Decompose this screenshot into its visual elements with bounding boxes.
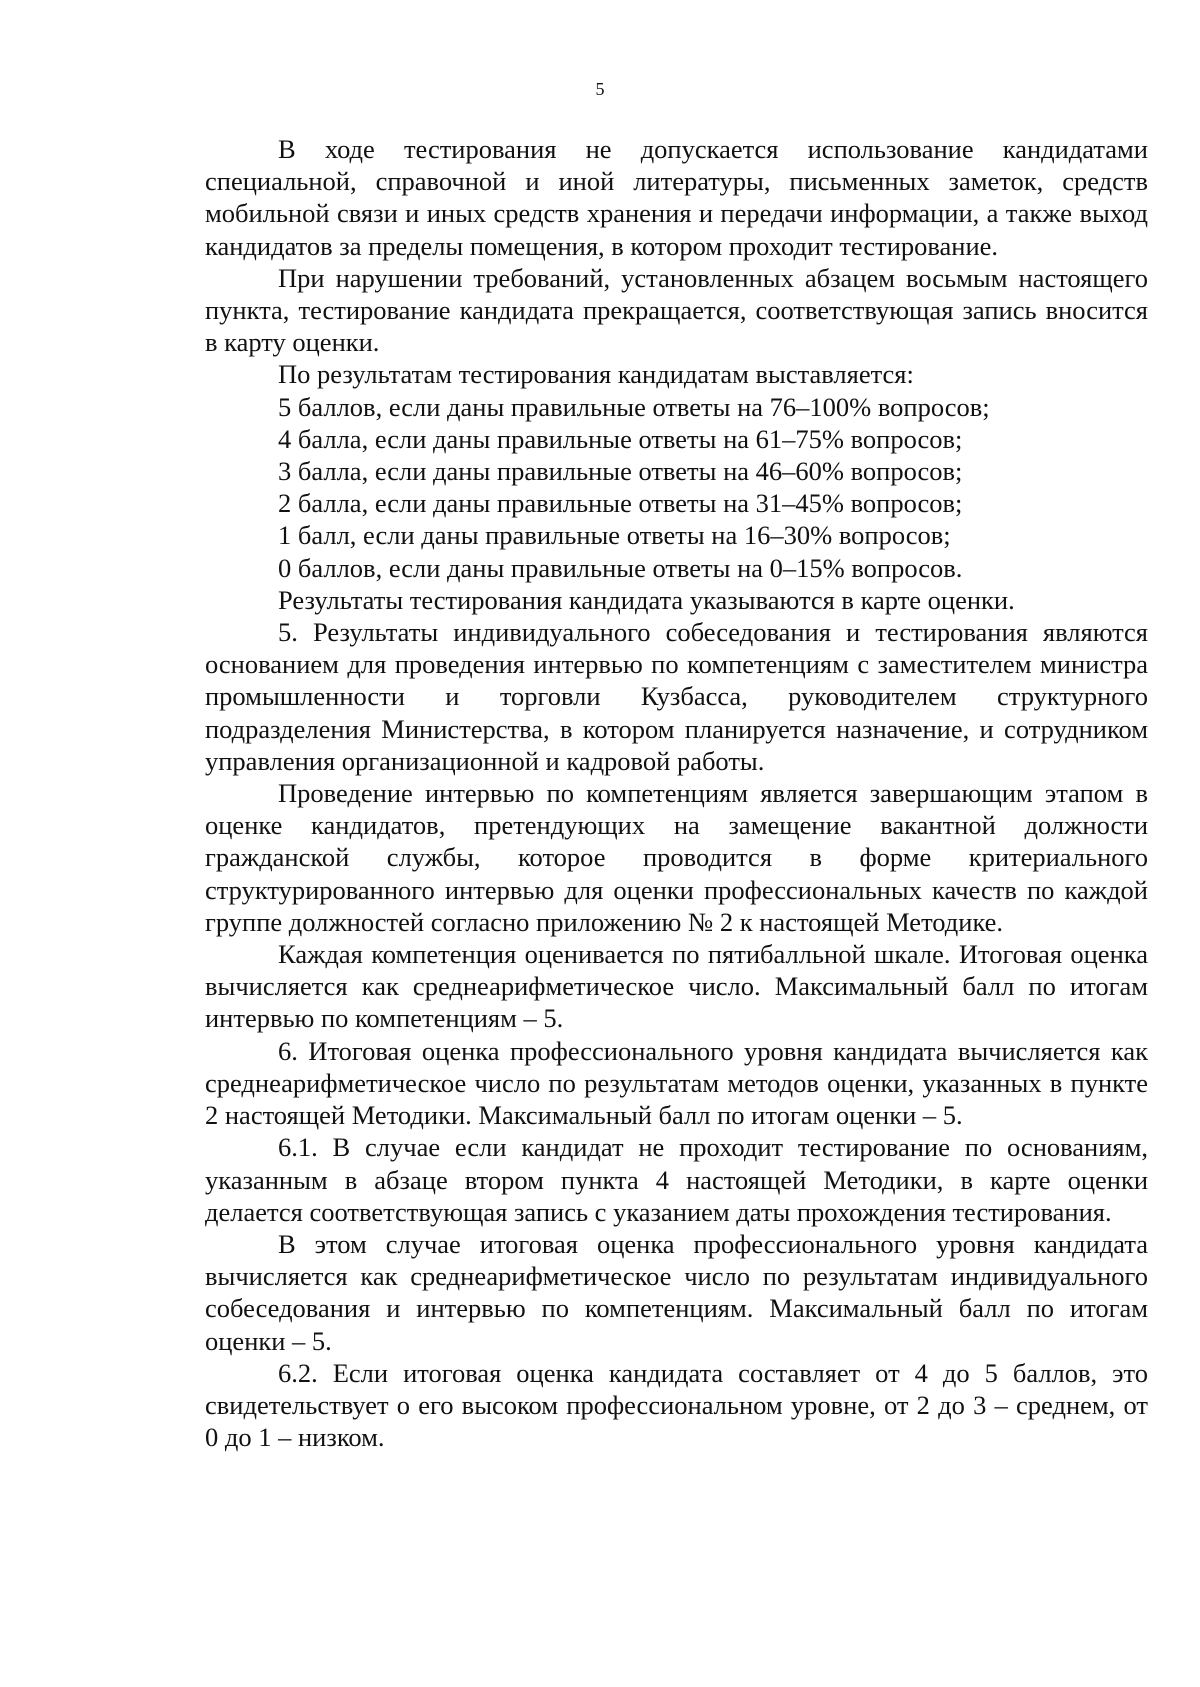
page-number: 5 [595,79,605,99]
score-item-5: 5 баллов, если даны правильные ответы на 76–100% вопросов; [278,391,990,422]
document-body [205,133,1148,1453]
paragraph-section-6-2: 6.2. Если итоговая оценка кандидата составляет от 4 до 5 баллов, это свидетельствует о его высоком профессиональном уровне, от 2 до 3 – среднем, от 0 до 1 – низком. [205,1357,1148,1453]
score-item-3: 3 балла, если даны правильные ответы на 46–60% вопросов; [278,456,963,487]
paragraph-competency-scale: Каждая компетенция оценивается по пятибалльной шкале. Итоговая оценка вычисляется как среднеарифметическое число. Максимальный балл по итогам интервью по компетенциям – 5. [205,939,1148,1034]
paragraph-competency-interview: Проведение интервью по компетенциям является завершающим этапом в оценке кандидатов, претендующих на замещение вакантной должности гражданской службы, которое проводится в форме критериального структурированного интервью для оценки профессиональных качеств по каждой группе должностей согласно приложению № 2 к настоящей Методике. [205,778,1148,937]
paragraph-violation: При нарушении требований, установленных абзацем восьмым настоящего пункта, тестирование кандидата прекращается, соответствующая запись вносится в карту оценки. [205,262,1148,358]
paragraph-testing-restrictions: В ходе тестирования не допускается использование кандидатами специальной, справочной и иной литературы, письменных заметок, средств мобильной связи и иных средств хранения и передачи информации, а также выход кандидатов за пределы помещения, в котором проходит тестирование. [205,134,1148,261]
paragraph-results-recorded: Результаты тестирования кандидата указываются в карте оценки. [278,584,1015,615]
score-item-0: 0 баллов, если даны правильные ответы на 0–15% вопросов. [278,552,963,583]
paragraph-scoring-intro: По результатам тестирования кандидатам выставляется: [278,359,914,390]
paragraph-section-5: 5. Результаты индивидуального собеседования и тестирования являются основанием для проведения интервью по компетенциям с заместителем министра промышленности и торговли Кузбасса, руководителем структурного подразделения Министерства, в котором планируется назначение, и сотрудником управления организационной и кадровой работы. [205,617,1148,776]
score-item-2: 2 балла, если даны правильные ответы на 31–45% вопросов; [278,488,963,519]
paragraph-section-6-1: 6.1. В случае если кандидат не проходит тестирование по основаниям, указанным в абзаце втором пункта 4 настоящей Методики, в карте оценки делается соответствующая запись с указанием даты прохождения тестирования. [205,1132,1148,1227]
paragraph-alternative-score: В этом случае итоговая оценка профессионального уровня кандидата вычисляется как среднеарифметическое число по результатам индивидуального собеседования и интервью по компетенциям. Максимальный балл по итогам оценки – 5. [205,1228,1148,1356]
paragraph-section-6: 6. Итоговая оценка профессионального уровня кандидата вычисляется как среднеарифметическое число по результатам методов оценки, указанных в пункте 2 настоящей Методики. Максимальный балл по итогам оценки – 5. [205,1035,1148,1131]
score-item-1: 1 балл, если даны правильные ответы на 16–30% вопросов; [278,520,951,551]
score-item-4: 4 балла, если даны правильные ответы на 61–75% вопросов; [278,423,963,454]
